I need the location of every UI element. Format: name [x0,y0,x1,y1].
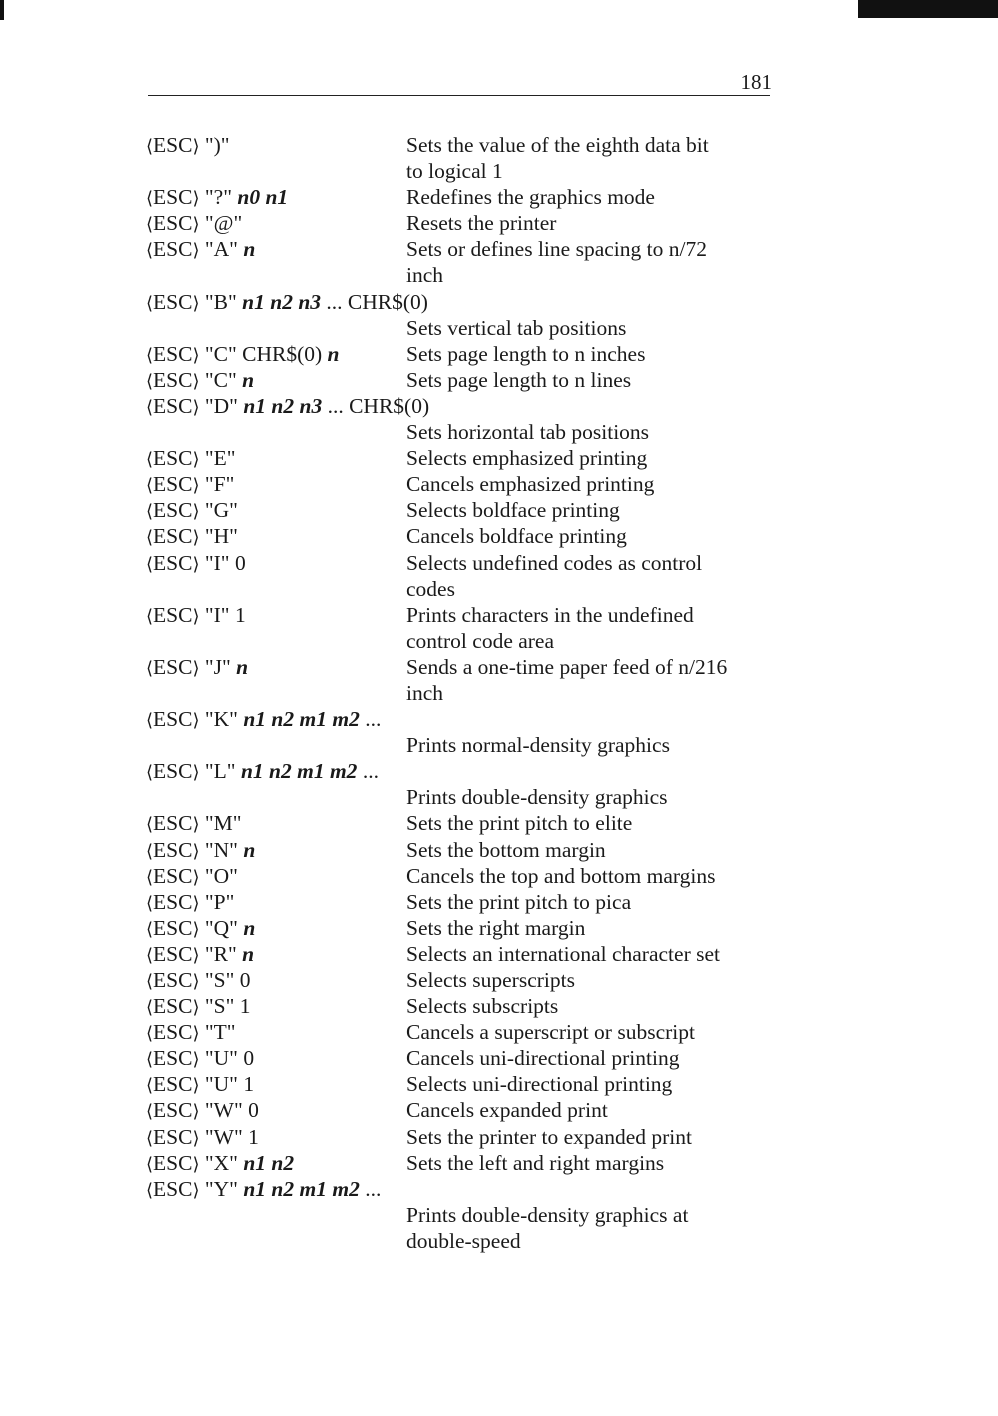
esc-label: ESC [153,185,193,210]
angle-close: ⟩ [192,814,200,836]
command-key: "S" 0 [204,968,251,992]
command-description [406,863,781,889]
esc-label: ESC [153,941,193,966]
command-entry [146,1124,786,1150]
command-key: "O" [204,863,238,888]
command-description [406,471,781,497]
command-key: "L" [204,759,236,784]
angle-close: ⟩ [192,214,200,236]
command-description [406,550,781,602]
description-line: inch [406,263,444,288]
command-code [146,236,255,264]
esc-label: ESC [153,1046,193,1071]
description-line: codes [406,576,455,601]
command-entry [146,184,786,210]
command-key: "B" [204,289,237,314]
angle-open: ⟨ [146,240,154,262]
command-description [406,523,781,549]
command-entry [146,602,786,654]
command-key: "X" [204,1150,238,1175]
command-key: "R" [204,941,237,966]
command-description [406,1202,781,1254]
angle-open: ⟨ [146,762,154,784]
esc-label: ESC [153,289,193,314]
command-entry [146,863,786,889]
command-entry [146,967,786,993]
description-line: Selects subscripts [406,994,559,1019]
command-key: "?" [204,185,232,210]
angle-close: ⟩ [192,918,200,940]
command-description [406,654,781,706]
description-line: double-speed [406,1228,521,1253]
description-line: control code area [406,628,555,653]
command-description [406,993,781,1019]
esc-label: ESC [153,133,193,157]
description-line: Prints double-density graphics [406,785,668,810]
description-line: Cancels expanded print [406,1098,608,1123]
command-code [146,393,786,419]
command-entry [146,758,786,810]
angle-close: ⟩ [192,1101,200,1123]
command-key: "A" [204,237,238,262]
command-entry [146,1176,786,1254]
command-key: "C" CHR$(0) [204,341,323,366]
esc-label: ESC [153,707,193,732]
esc-label: ESC [153,498,193,523]
angle-close: ⟩ [192,475,200,497]
angle-open: ⟨ [146,475,154,497]
angle-close: ⟩ [192,501,200,523]
esc-label: ESC [153,1098,193,1123]
command-key: "@" [204,211,243,236]
command-args: n [242,367,255,392]
command-entry [146,236,786,288]
description-line: Prints normal-density graphics [406,733,670,758]
angle-close: ⟩ [192,971,200,992]
esc-label: ESC [153,1176,193,1201]
command-code [146,550,246,578]
command-entry [146,550,786,602]
command-args: n [243,237,256,262]
command-entry [146,889,786,915]
angle-open: ⟨ [146,292,154,314]
command-key: "U" 0 [204,1046,255,1071]
angle-close: ⟩ [192,1179,200,1201]
command-key: ")" [204,133,230,157]
command-key: "W" 0 [204,1098,259,1123]
command-suffix: ... [362,759,379,784]
command-description [406,497,781,523]
angle-close: ⟩ [192,605,200,627]
command-description [406,784,781,810]
command-code [146,132,230,160]
description-line: Cancels a superscript or subscript [406,1020,695,1045]
command-key: "S" 1 [204,994,251,1019]
description-line: Cancels boldface printing [406,524,627,549]
angle-open: ⟨ [146,840,154,862]
description-line: Prints characters in the undefined [406,602,694,627]
angle-close: ⟩ [192,762,200,784]
description-line: Prints double-density graphics at [406,1202,689,1227]
command-entry [146,654,786,706]
command-entry [146,810,786,836]
angle-open: ⟨ [146,214,154,236]
angle-close: ⟩ [192,1153,200,1175]
angle-open: ⟨ [146,553,154,575]
angle-close: ⟩ [192,136,200,157]
command-code [146,471,234,499]
description-line: Selects emphasized printing [406,446,648,471]
description-line: Sets the print pitch to pica [406,889,632,914]
description-line: Cancels emphasized printing [406,472,655,497]
angle-open: ⟨ [146,710,154,732]
angle-close: ⟩ [192,1023,200,1045]
command-code [146,1019,236,1047]
command-entry [146,1150,786,1176]
command-key: "U" 1 [204,1072,255,1097]
command-entry [146,837,786,863]
command-suffix: ... [365,1176,382,1201]
angle-close: ⟩ [192,866,200,888]
command-entry [146,471,786,497]
command-key: "H" [204,524,238,549]
angle-open: ⟨ [146,188,154,210]
command-code [146,654,248,682]
description-line: Sets the print pitch to elite [406,811,633,836]
command-code [146,863,238,891]
command-entry [146,706,786,758]
esc-label: ESC [153,863,193,888]
command-args: n [327,341,340,366]
description-line: Resets the printer [406,211,557,236]
esc-label: ESC [153,1124,193,1149]
angle-close: ⟩ [192,188,200,210]
angle-close: ⟩ [192,527,200,549]
command-code [146,1124,259,1152]
esc-label: ESC [153,654,193,679]
command-args: n [243,915,256,940]
command-code [146,184,288,212]
angle-close: ⟩ [192,892,200,914]
description-line: Selects superscripts [406,968,575,992]
command-description [406,1019,781,1045]
angle-open: ⟨ [146,892,154,914]
command-description [406,915,781,941]
angle-close: ⟩ [192,840,200,862]
angle-open: ⟨ [146,1023,154,1045]
command-entry [146,1045,786,1071]
description-line: Selects uni-directional printing [406,1072,673,1097]
command-key: "D" [204,393,238,418]
command-description [406,602,781,654]
angle-open: ⟨ [146,866,154,888]
description-line: Sets the bottom margin [406,837,606,862]
command-code [146,602,246,630]
angle-open: ⟨ [146,370,154,392]
command-key: "I" 1 [204,602,246,627]
angle-close: ⟩ [192,449,200,471]
angle-open: ⟨ [146,997,154,1019]
angle-close: ⟩ [192,944,200,966]
description-line: Sets the value of the eighth data bit [406,133,709,157]
command-description [406,941,781,967]
command-key: "N" [204,837,238,862]
angle-open: ⟨ [146,944,154,966]
angle-open: ⟨ [146,1049,154,1071]
esc-label: ESC [153,602,193,627]
command-args: n1 n2 m1 m2 [240,759,358,784]
command-key: "P" [204,889,235,914]
command-code [146,889,234,917]
command-code [146,367,254,395]
command-entry [146,993,786,1019]
description-line: Selects undefined codes as control [406,550,703,575]
angle-open: ⟨ [146,396,154,418]
esc-label: ESC [153,550,193,575]
command-entry [146,915,786,941]
description-line: to logical 1 [406,159,503,184]
page-number: 181 [740,70,772,94]
command-description [406,132,781,184]
command-code [146,289,786,315]
command-description [406,1124,781,1150]
command-description [406,837,781,863]
angle-close: ⟩ [192,370,200,392]
command-entry [146,132,786,184]
esc-label: ESC [153,211,193,236]
command-description [406,184,781,210]
esc-label: ESC [153,446,193,471]
angle-open: ⟨ [146,1127,154,1149]
description-line: Redefines the graphics mode [406,185,655,210]
command-key: "F" [204,472,235,497]
angle-open: ⟨ [146,1153,154,1175]
esc-label: ESC [153,889,193,914]
angle-open: ⟨ [146,605,154,627]
command-args: n1 n2 n3 [242,289,322,314]
command-description [406,367,781,393]
command-code [146,758,786,784]
esc-label: ESC [153,472,193,497]
command-key: "C" [204,367,237,392]
angle-close: ⟩ [192,240,200,262]
angle-close: ⟩ [192,1049,200,1071]
command-key: "J" [204,654,231,679]
command-code [146,1097,259,1125]
command-args: n1 n2 m1 m2 [243,707,360,732]
command-entry [146,341,786,367]
command-description [406,419,781,445]
description-line: Sets page length to n lines [406,367,632,392]
angle-open: ⟨ [146,527,154,549]
description-line: Sets vertical tab positions [406,315,627,340]
command-code [146,210,242,238]
command-code [146,497,238,525]
description-line: Selects boldface printing [406,498,620,523]
command-suffix: ... CHR$(0) [326,289,428,314]
command-description [406,315,781,341]
angle-close: ⟩ [192,1127,200,1149]
command-code [146,706,786,732]
command-code [146,993,251,1021]
angle-open: ⟨ [146,971,154,992]
angle-open: ⟨ [146,501,154,523]
angle-close: ⟩ [192,710,200,732]
command-code [146,341,340,369]
description-line: Sets the left and right margins [406,1150,665,1175]
command-code [146,941,254,969]
command-args: n1 n2 [243,1150,295,1175]
esc-label: ESC [153,367,193,392]
command-description [406,445,781,471]
command-description [406,967,781,993]
command-entry [146,393,786,445]
command-entry [146,445,786,471]
command-code [146,1176,786,1202]
angle-close: ⟩ [192,292,200,314]
command-description [406,1045,781,1071]
description-line: Selects an international character set [406,941,720,966]
esc-label: ESC [153,341,193,366]
esc-label: ESC [153,1150,193,1175]
angle-open: ⟨ [146,657,154,679]
command-entry [146,497,786,523]
angle-open: ⟨ [146,1101,154,1123]
command-suffix: ... [365,707,382,732]
esc-label: ESC [153,759,193,784]
command-code [146,523,238,551]
esc-label: ESC [153,915,193,940]
command-entry [146,289,786,341]
command-key: "I" 0 [204,550,246,575]
angle-open: ⟨ [146,449,154,471]
description-line: Sets the printer to expanded print [406,1124,692,1149]
angle-close: ⟩ [192,997,200,1019]
scan-edge-mark-left [0,0,4,20]
command-args: n [243,837,256,862]
command-key: "Y" [204,1176,238,1201]
angle-open: ⟨ [146,814,154,836]
command-entry [146,210,786,236]
command-description [406,341,781,367]
command-description [406,810,781,836]
command-code [146,445,236,473]
description-line: Sets page length to n inches [406,341,646,366]
command-description [406,1071,781,1097]
command-code [146,1150,294,1178]
command-description [406,1097,781,1123]
command-code [146,1071,254,1099]
command-args: n1 n2 n3 [243,393,323,418]
command-entry [146,367,786,393]
command-key: "T" [204,1020,236,1045]
esc-label: ESC [153,393,193,418]
angle-open: ⟨ [146,918,154,940]
esc-label: ESC [153,994,193,1019]
command-description [406,889,781,915]
command-entry [146,523,786,549]
description-line: Sets the right margin [406,915,586,940]
command-description [406,732,781,758]
angle-close: ⟩ [192,1075,200,1097]
description-line: Sets or defines line spacing to n/72 [406,237,707,262]
command-code [146,1045,254,1073]
command-description [406,1150,781,1176]
command-key: "G" [204,498,238,523]
esc-label: ESC [153,524,193,549]
angle-close: ⟩ [192,344,200,366]
angle-open: ⟨ [146,136,154,157]
description-line: Cancels uni-directional printing [406,1046,680,1071]
esc-label: ESC [153,237,193,262]
angle-open: ⟨ [146,1075,154,1097]
angle-close: ⟩ [192,396,200,418]
angle-open: ⟨ [146,344,154,366]
command-code [146,810,242,838]
command-args: n [242,941,255,966]
scan-edge-mark-right [858,0,998,18]
command-args: n [236,654,249,679]
command-description [406,210,781,236]
command-key: "M" [204,811,242,836]
command-key: "Q" [204,915,238,940]
esc-label: ESC [153,811,193,836]
command-entry [146,1097,786,1123]
command-entry [146,1071,786,1097]
description-line: Cancels the top and bottom margins [406,863,716,888]
esc-label: ESC [153,968,193,992]
command-code [146,837,255,865]
angle-close: ⟩ [192,657,200,679]
angle-open: ⟨ [146,1179,154,1201]
command-args: n1 n2 m1 m2 [243,1176,360,1201]
command-code [146,967,251,995]
esc-label: ESC [153,1072,193,1097]
command-entry [146,1019,786,1045]
command-key: "K" [204,707,238,732]
description-line: Sends a one-time paper feed of n/216 [406,654,728,679]
command-key: "W" 1 [204,1124,259,1149]
command-args: n0 n1 [237,185,289,210]
esc-label: ESC [153,1020,193,1045]
header-rule [148,95,770,96]
description-line: inch [406,680,444,705]
description-line: Sets horizontal tab positions [406,420,650,445]
command-description [406,236,781,288]
command-suffix: ... CHR$(0) [327,393,430,418]
esc-label: ESC [153,837,193,862]
command-code [146,915,255,943]
command-key: "E" [204,446,236,471]
command-list [146,132,786,1254]
command-entry [146,941,786,967]
angle-close: ⟩ [192,553,200,575]
